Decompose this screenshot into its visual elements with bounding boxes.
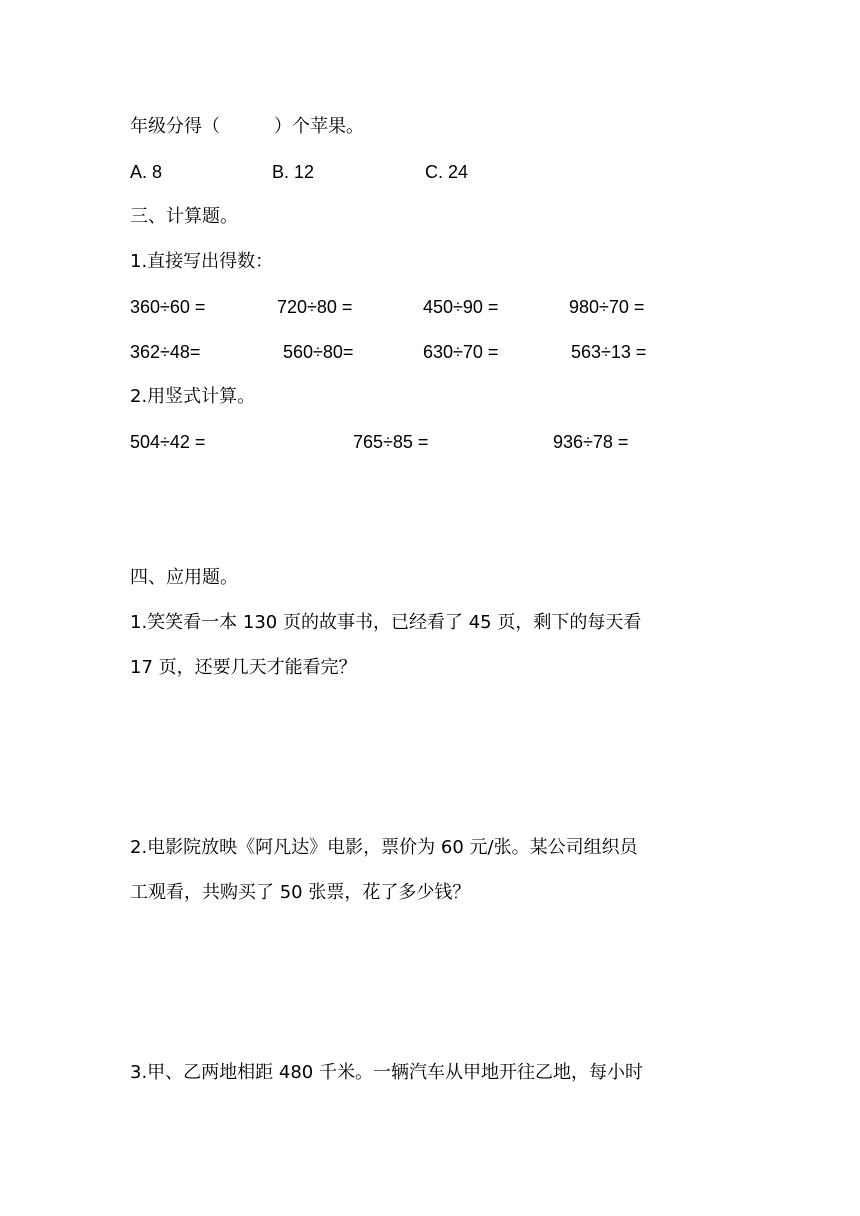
problem-1-line-2: 17 页，还要几天才能看完？: [130, 657, 357, 678]
option-a: A. 8: [130, 162, 163, 182]
calc-item: 360÷60 =: [130, 297, 206, 317]
vertical-calc-item: 504÷42 =: [130, 432, 206, 452]
calc-item: 450÷90 =: [423, 297, 499, 317]
vertical-calc-item: 765÷85 =: [353, 432, 429, 452]
question-continuation: 年级分得（ ）个苹果。: [130, 116, 364, 137]
calc-item: 630÷70 =: [423, 342, 499, 362]
calc-item: 720÷80 =: [277, 297, 353, 317]
problem-2-line-1: 2.电影院放映《阿凡达》电影，票价为 60 元/张。某公司组织员: [130, 837, 638, 858]
problem-3-line-1: 3.甲、乙两地相距 480 千米。一辆汽车从甲地开往乙地，每小时: [130, 1062, 643, 1083]
calc-item: 560÷80=: [283, 342, 354, 362]
section-3-part-2-title: 2.用竖式计算。: [130, 386, 256, 407]
section-3-part-1-title: 1.直接写出得数：: [130, 251, 274, 272]
vertical-calc-item: 936÷78 =: [553, 432, 629, 452]
section-4-title: 四、应用题。: [130, 567, 238, 588]
calc-item: 362÷48=: [130, 342, 201, 362]
option-b: B. 12: [272, 162, 315, 182]
calc-item: 563÷13 =: [571, 342, 647, 362]
problem-1-line-1: 1.笑笑看一本 130 页的故事书，已经看了 45 页，剩下的每天看: [130, 612, 642, 633]
calc-item: 980÷70 =: [569, 297, 645, 317]
option-c: C. 24: [425, 162, 469, 182]
problem-2-line-2: 工观看，共购买了 50 张票，花了多少钱？: [130, 882, 471, 903]
section-3-title: 三、计算题。: [130, 206, 238, 227]
